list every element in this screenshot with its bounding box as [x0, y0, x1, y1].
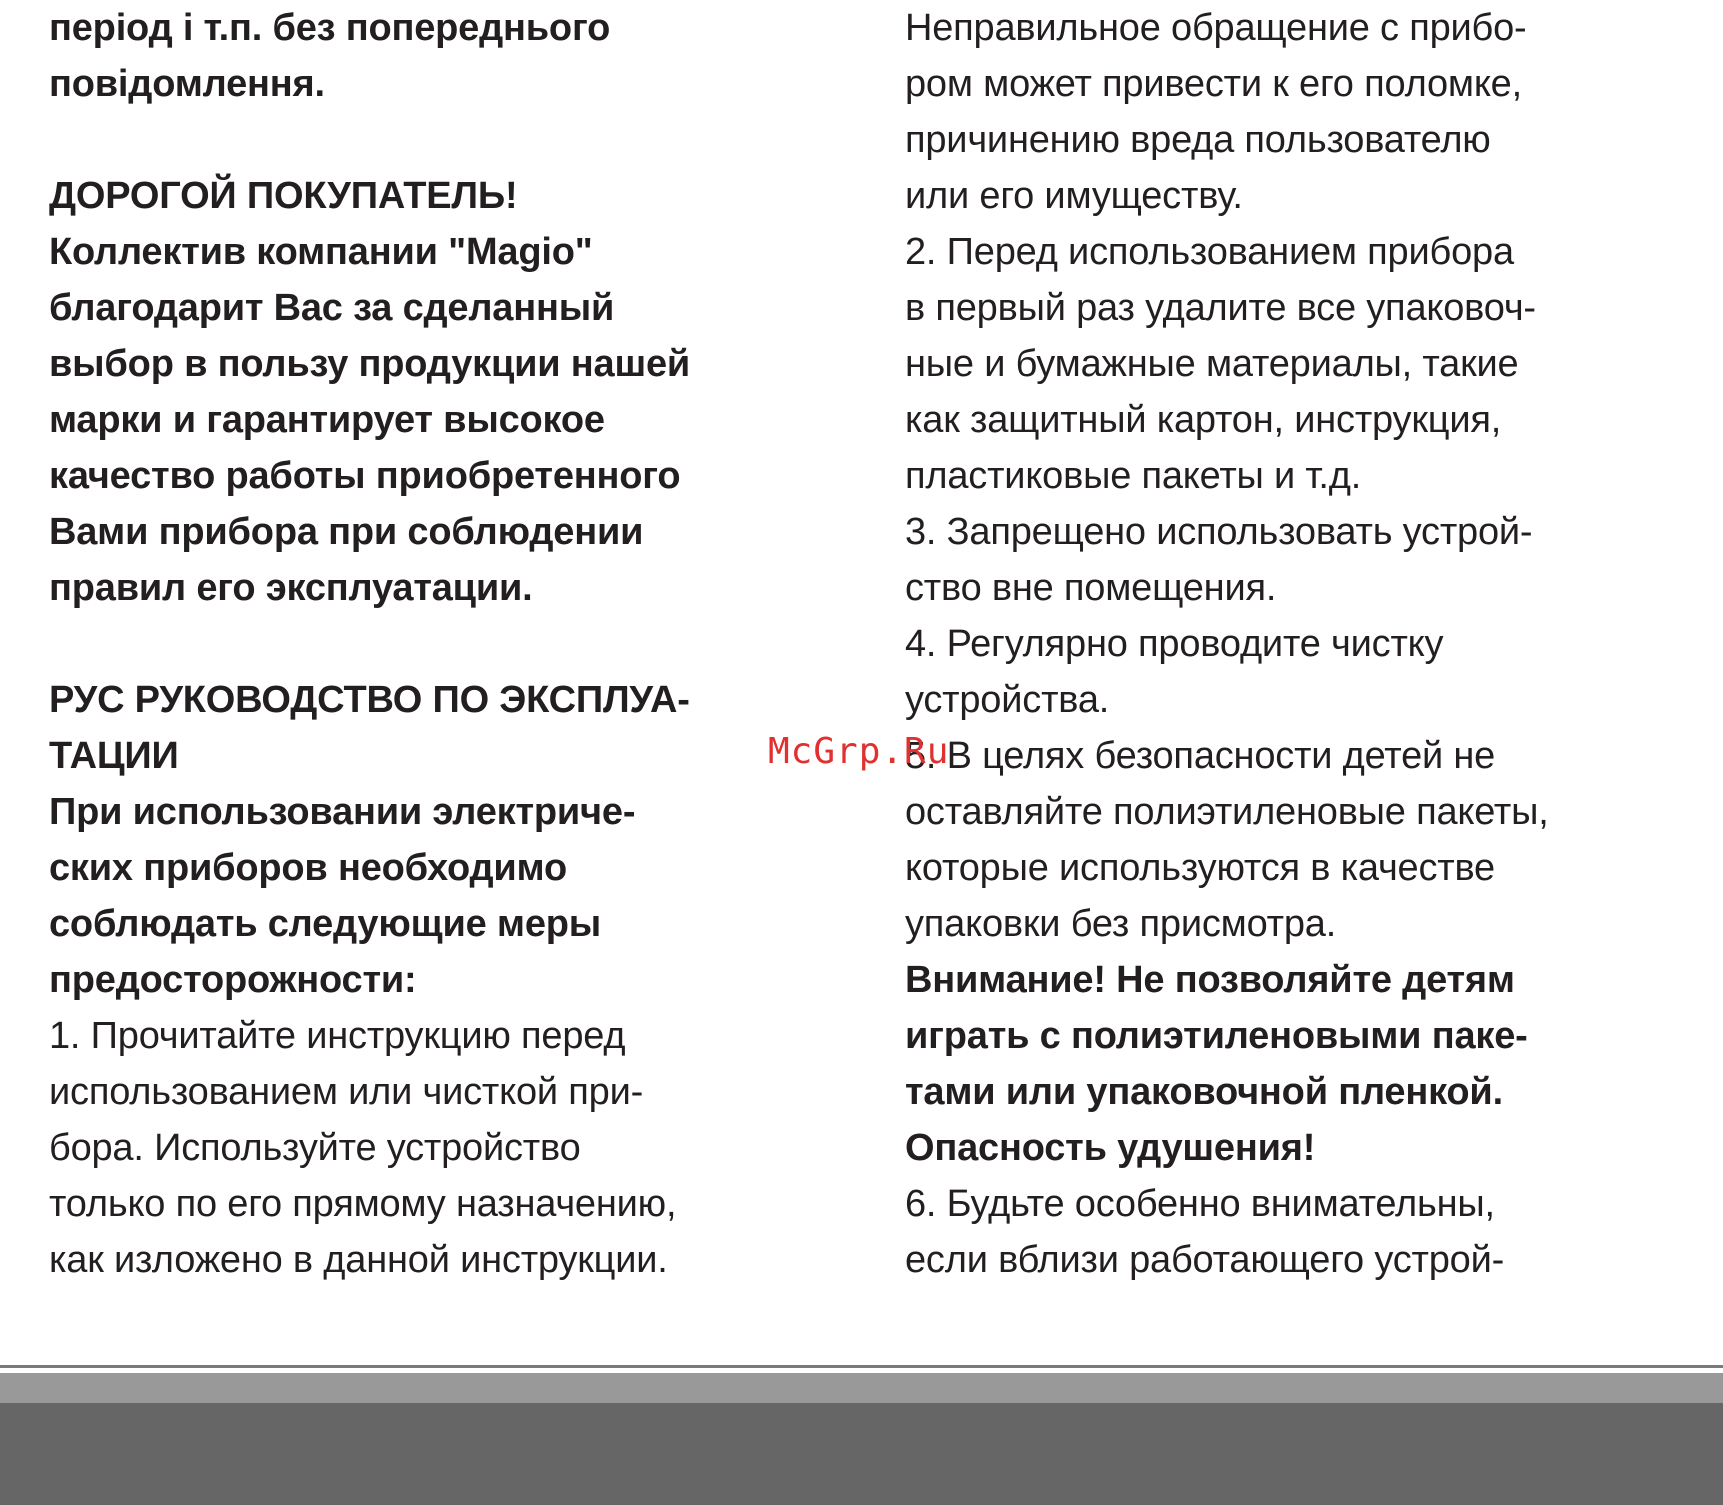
- thanks-line: правил его эксплуатации.: [49, 567, 533, 609]
- item-1-line: только по его прямому назначению,: [49, 1183, 677, 1225]
- precautions-line: предосторожности:: [49, 959, 417, 1001]
- item-3-line: ство вне помещения.: [905, 567, 1277, 609]
- item-4-line: устройства.: [905, 679, 1110, 721]
- item-5-line: упаковки без присмотра.: [905, 903, 1337, 945]
- item-3: [905, 504, 1695, 616]
- item-1-cont-line: или его имуществу.: [905, 175, 1243, 217]
- intro-line: повідомлення.: [49, 63, 325, 105]
- footer-divider: [0, 1365, 1723, 1368]
- thanks-line: Коллектив компании "Magio": [49, 231, 593, 273]
- paragraph-gap: [49, 112, 839, 168]
- item-6: [905, 1176, 1695, 1288]
- item-2: [905, 224, 1695, 504]
- thanks-line: марки и гарантирует высокое: [49, 399, 605, 441]
- right-column: [905, 0, 1695, 1288]
- item-4-line: 4. Регулярно проводите чистку: [905, 623, 1444, 665]
- item-1-cont-line: причинению вреда пользователю: [905, 119, 1491, 161]
- item-2-line: в первый раз удалите все упаковоч-: [905, 287, 1536, 329]
- item-2-line: пластиковые пакеты и т.д.: [905, 455, 1362, 497]
- item-4: [905, 616, 1695, 728]
- item-1-line: 1. Прочитайте инструкцию перед: [49, 1015, 626, 1057]
- item-1-line: как изложено в данной инструкции.: [49, 1239, 668, 1281]
- item-2-line: 2. Перед использованием прибора: [905, 231, 1514, 273]
- watermark: McGrp.Ru: [768, 731, 950, 772]
- item-1-line: бора. Используйте устройство: [49, 1127, 581, 1169]
- footer-band-light: [0, 1373, 1723, 1403]
- item-2-line: как защитный картон, инструкция,: [905, 399, 1502, 441]
- warning-line: тами или упаковочной пленкой.: [905, 1071, 1503, 1113]
- precautions-line: соблюдать следующие меры: [49, 903, 602, 945]
- thanks-line: Вами прибора при соблюдении: [49, 511, 644, 553]
- left-column: [49, 0, 839, 1288]
- paragraph-gap: [49, 616, 839, 672]
- item-3-line: 3. Запрещено использовать устрой-: [905, 511, 1533, 553]
- intro-line: період і т.п. без попереднього: [49, 7, 611, 49]
- item-1-line: использованием или чисткой при-: [49, 1071, 644, 1113]
- item-6-line: если вблизи работающего устрой-: [905, 1239, 1505, 1281]
- item-5-line: которые используются в качестве: [905, 847, 1495, 889]
- precautions-line: При использовании электриче-: [49, 791, 636, 833]
- warning-line: Опасность удушения!: [905, 1127, 1316, 1169]
- thanks-line: благодарит Вас за сделанный: [49, 287, 615, 329]
- precautions-line: ских приборов необходимо: [49, 847, 567, 889]
- footer-band-dark: [0, 1403, 1723, 1505]
- item-1: [49, 1008, 839, 1288]
- item-6-line: 6. Будьте особенно внимательны,: [905, 1183, 1495, 1225]
- manual-heading-line: ТАЦИИ: [49, 735, 179, 777]
- item-5-line: 5. В целях безопасности детей не: [905, 735, 1496, 777]
- suffocation-warning: [905, 952, 1695, 1176]
- item-5: [905, 728, 1695, 952]
- manual-heading: [49, 672, 839, 784]
- warning-line: Внимание! Не позволяйте детям: [905, 959, 1515, 1001]
- dear-customer-heading: ДОРОГОЙ ПОКУПАТЕЛЬ!: [49, 175, 518, 217]
- warning-line: играть с полиэтиленовыми паке-: [905, 1015, 1528, 1057]
- thanks-line: качество работы приобретенного: [49, 455, 681, 497]
- thanks-line: выбор в пользу продукции нашей: [49, 343, 691, 385]
- item-2-line: ные и бумажные материалы, такие: [905, 343, 1519, 385]
- intro-paragraph: [49, 0, 839, 112]
- item-1-cont-line: Неправильное обращение с прибо-: [905, 7, 1527, 49]
- item-1-cont-line: ром может привести к его поломке,: [905, 63, 1522, 105]
- precautions-intro: [49, 784, 839, 1008]
- manual-heading-line: РУС РУКОВОДСТВО ПО ЭКСПЛУА-: [49, 679, 690, 721]
- item-1-continued: [905, 0, 1695, 224]
- thanks-paragraph: [49, 224, 839, 616]
- item-5-line: оставляйте полиэтиленовые пакеты,: [905, 791, 1549, 833]
